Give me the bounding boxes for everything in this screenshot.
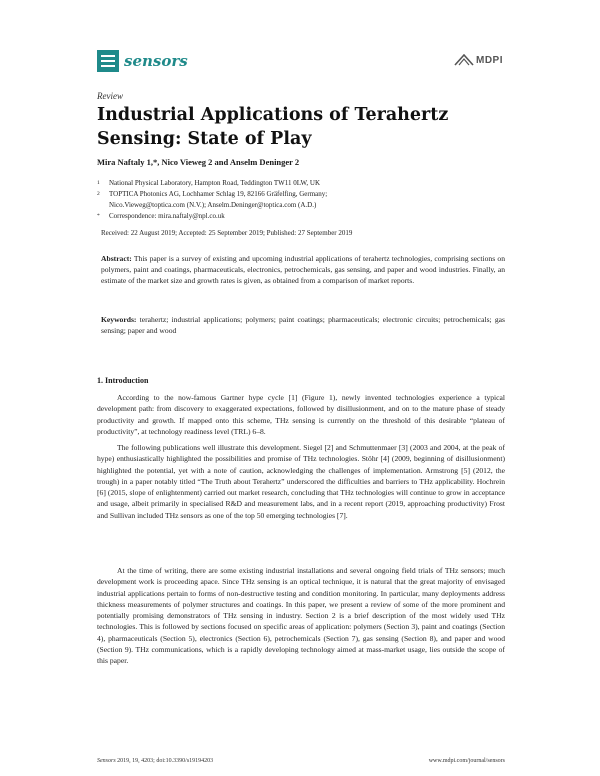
footer-url[interactable]: www.mdpi.com/journal/sensors xyxy=(428,758,505,764)
keywords xyxy=(101,314,505,336)
article-type: Review xyxy=(97,91,123,101)
mdpi-logo-icon xyxy=(454,54,474,66)
publisher-logo[interactable] xyxy=(454,54,503,66)
journal-logo[interactable] xyxy=(97,50,188,72)
section-heading: 1. Introduction xyxy=(97,376,149,385)
affiliation-1: 1 National Physical Laboratory, Hampton Road, Teddington TW11 0LW, UK xyxy=(97,179,321,187)
affiliation-2-emails: Nico.Vieweg@toptica.com (N.V.); Anselm.Deninger@toptica.com (A.D.) xyxy=(109,201,317,209)
keywords-label: Keywords: xyxy=(101,315,137,324)
body-paragraph: At the time of writing, there are some existing industrial installations and several ongoing field trials of THz sensors; much development work is proceeding apace. Since THz sensing is an optical technique, it is natural that the great majority of envisaged industrial applications pertain to forms of non-destructive testing and condition monitoring. In particular, many deployments address thickness measurements of polymer structures and coatings. In this paper, we present a review of some of the more prominent and potentially promising demonstrators of THz sensing in industry. Section 2 is a brief description of the most widely used THz technologies. This is followed by sections focused on specific areas of application: polymers (Section 3), paint and coatings (Section 4), pharmaceuticals (Section 5), electronics (Section 6), petrochemicals (Section 7), gas sensing (Section 8), and paper and wood (Section 9). THz communications, which is a rapidly developing technology aimed at mass-market usage, lies outside the scope of this paper. xyxy=(97,566,505,666)
article-title: Industrial Applications of Terahertz Sensing: State of Play xyxy=(97,105,449,149)
publisher-name: MDPI xyxy=(476,54,503,66)
author-list: Mira Naftaly 1,*, Nico Vieweg 2 and Anselm Deninger 2 xyxy=(97,157,300,167)
footer-citation: Sensors 2019, 19, 4203; doi:10.3390/s19194203 xyxy=(97,758,214,764)
keywords-text: terahertz; industrial applications; polymers; paint coatings; pharmaceuticals; electronic circuits; petrochemicals; gas sensing; paper and wood xyxy=(101,315,505,335)
sensors-logo-icon xyxy=(97,50,119,72)
abstract xyxy=(101,253,505,286)
abstract-label: Abstract: xyxy=(101,254,132,263)
journal-name: sensors xyxy=(124,52,188,70)
publication-dates: Received: 22 August 2019; Accepted: 25 September 2019; Published: 27 September 2019 xyxy=(101,229,353,237)
affiliation-2: 2 TOPTICA Photonics AG, Lochhamer Schlag 19, 82166 Gräfelfing, Germany; xyxy=(97,190,328,198)
abstract-text: This paper is a survey of existing and upcoming industrial applications of terahertz technologies, comprising sections on polymers, paint and coatings, pharmaceuticals, electronics, petrochemicals, gas sensing, and paper and wood industries. Finally, an estimate of the market size and growth rates is given, as obtained from a comparison of market reports. xyxy=(101,254,506,285)
correspondence: * Correspondence: mira.naftaly@npl.co.uk xyxy=(97,212,225,220)
body-paragraph: According to the now-famous Gartner hype cycle [1] (Figure 1), newly invented technologies experience a typical development path: from discovery to exaggerated expectations, followed by disillusionment, and on to the mature phase of steady productivity and growth. If mapped onto this scheme, THz sensing is currently on the threshold of this desirable “plateau of productivity”, at technology readiness level (TRL) 6–8. xyxy=(97,393,505,436)
body-paragraph: The following publications well illustrate this development. Siegel [2] and Schmuttenmaer [3] (2003 and 2004, at the peak of hype) enthusiastically highlighted the possibilities and promise of THz technologies. Stöhr [4] (2009, beginning of disillusionment) highlighted the potential, yet with a note of caution, acknowledging the challenges of implementation. Armstrong [5] (2012, the trough) in a paper notably titled “The Truth about Terahertz” underscored the difficulties and barriers to THz applicability. Hochrein [6] (2015, slope of enlightenment) carried out market research, concluding that THz technologies will continue to grow in acceptance and usage, albeit primarily in specialised R&D and measurement labs, and in a recent report (2019, approaching productivity) Frost and Sullivan included THz sensors as one of the top 50 emerging technologies [7]. xyxy=(97,443,505,520)
